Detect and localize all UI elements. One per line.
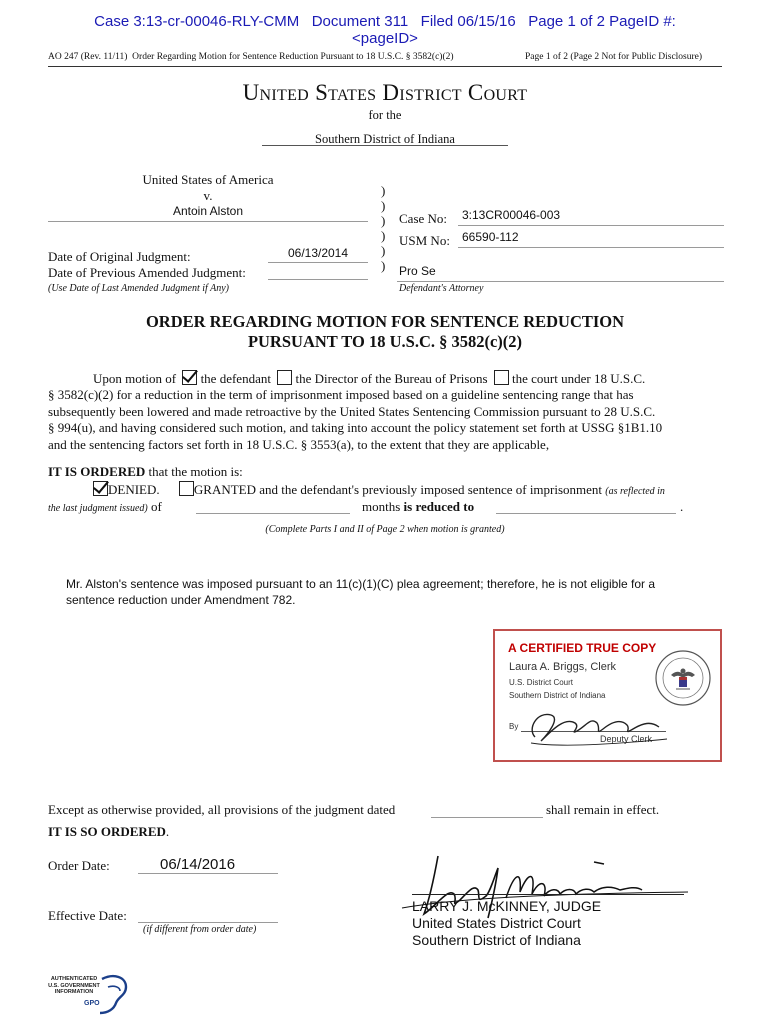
motion-body-line3: § 994(u), and having considered such motion, and taking into account the policy statement set forth at USSG §1B1.10: [48, 420, 663, 435]
eagle-icon: [96, 973, 130, 1015]
case-stamp: [0, 13, 770, 47]
statement-line2: sentence reduction under Amendment 782.: [66, 592, 296, 607]
case-no-value: 3:13CR00046-003: [462, 208, 561, 222]
defendant-line: [48, 221, 368, 222]
gpo-text: [44, 976, 104, 996]
of-word: of: [150, 499, 162, 514]
original-judgment-label: Date of Original Judgment:: [48, 249, 191, 264]
order-title-line1: ORDER REGARDING MOTION FOR SENTENCE REDUCTION: [145, 312, 625, 331]
granted-checkbox[interactable]: [179, 481, 194, 496]
usm-no-label: USM No:: [399, 233, 450, 248]
district-name: Southern District of Indiana: [315, 132, 455, 146]
granted-label: GRANTED and the defendant's previously imposed sentence of imprisonment: [193, 482, 603, 497]
case-stamp-line2: <pageID>: [352, 30, 418, 47]
court-name: United States District Court: [242, 80, 528, 105]
motion-body-line1: § 3582(c)(2) for a reduction in the term of imprisonment imposed based on a guideline sentencing range that has: [48, 387, 634, 402]
months-line: [196, 513, 350, 514]
months-text: [362, 499, 474, 515]
judge-signature-line: [412, 894, 684, 895]
order-date-line: [138, 873, 278, 874]
it-is-ordered: IT IS ORDERED: [48, 464, 146, 479]
denied-label: DENIED.: [108, 482, 160, 497]
gpo-line1: AUTHENTICATED: [50, 976, 98, 982]
deputy-signature-icon: [517, 699, 677, 749]
motion-body-line2: subsequently been lowered and made retroactive by the United States Sentencing Commission pursuant to 28 U.S.C.: [48, 403, 656, 419]
gpo-logo: [44, 973, 134, 1019]
order-date-value: 06/14/2016: [160, 856, 236, 873]
stamp-district: Southern District of Indiana: [509, 691, 606, 700]
usm-no-line: [458, 247, 724, 248]
judgment-dated-line: [431, 817, 543, 818]
motion-body-line4: and the sentencing factors set forth in 18 U.S.C. § 3553(a), to the extent that they are applicable,: [48, 436, 550, 452]
if-different-note: (if different from order date): [143, 924, 257, 935]
as-reflected-note: (as reflected in: [605, 486, 665, 497]
use-date-note: (Use Date of Last Amended Judgment if Any): [48, 283, 229, 294]
court-statement: [66, 577, 655, 608]
case-no-label: Case No:: [399, 211, 448, 226]
form-id: AO 247 (Rev. 11/11) Order Regarding Motion for Sentence Reduction Pursuant to 18 U.S.C. § 3582(c)(2): [48, 52, 454, 62]
stamp-by: By: [509, 722, 519, 731]
effective-date-label: Effective Date:: [48, 908, 127, 923]
it-is-so-ordered: IT IS SO ORDERED: [48, 824, 166, 839]
order-title-line2: PURSUANT TO 18 U.S.C. § 3582(c)(2): [247, 332, 523, 351]
reduction-line: [48, 499, 162, 515]
original-judgment-date: 06/13/2014: [287, 246, 349, 260]
reduced-to-line: [496, 513, 676, 514]
judge-court: United States District Court: [412, 915, 581, 931]
case-no-line: [458, 225, 724, 226]
defendant-name: Antoin Alston: [172, 204, 244, 218]
order-title: [0, 312, 770, 352]
judge-name: LARRY J. McKINNEY, JUDGE: [412, 898, 602, 914]
reduced-period: .: [680, 499, 684, 514]
gpo-line2: U.S. GOVERNMENT: [48, 982, 100, 989]
statement-line1: Mr. Alston's sentence was imposed pursuant to an 11(c)(1)(C) plea agreement; therefore, he is not eligible for a: [66, 577, 656, 591]
order-date-label: Order Date:: [48, 858, 110, 873]
is-reduced-to: is reduced to: [403, 499, 475, 514]
previous-amended-label: Date of Previous Amended Judgment:: [48, 265, 246, 280]
certified-copy-stamp: [493, 629, 722, 762]
motion-options-line: [93, 370, 645, 387]
attorney-label: Defendant's Attorney: [399, 283, 484, 294]
denied-checkbox[interactable]: [93, 481, 108, 496]
months-word: months: [362, 499, 401, 514]
complete-parts-note: (Complete Parts I and II of Page 2 when motion is granted): [265, 524, 505, 535]
for-the: for the: [368, 108, 402, 122]
bop-checkbox[interactable]: [277, 370, 292, 385]
versus: v.: [203, 188, 213, 203]
original-judgment-line: [268, 262, 368, 263]
judge-district: Southern District of Indiana: [412, 932, 581, 948]
plaintiff: United States of America: [142, 172, 274, 187]
disposition-line: [93, 481, 665, 498]
attorney-line: [397, 281, 724, 282]
that-the-motion-is: that the motion is:: [148, 464, 243, 479]
except-text: Except as otherwise provided, all provisions of the judgment dated: [48, 802, 396, 817]
defendant-checkbox[interactable]: [182, 370, 197, 385]
last-judgment-note: the last judgment issued): [48, 503, 148, 514]
page-note: Page 1 of 2 (Page 2 Not for Public Disclosure): [525, 52, 703, 62]
stamp-court: U.S. District Court: [509, 678, 574, 687]
judge-block: [412, 898, 601, 949]
stamp-title: A CERTIFIED TRUE COPY: [508, 641, 657, 655]
option-bop: the Director of the Bureau of Prisons: [295, 371, 488, 386]
court-checkbox[interactable]: [494, 370, 509, 385]
remain-text: shall remain in effect.: [546, 802, 660, 817]
so-ordered-line: [48, 824, 169, 840]
so-ordered-period: .: [165, 824, 170, 839]
option-court: the court under 18 U.S.C.: [512, 371, 646, 386]
usm-no-value: 66590-112: [462, 230, 519, 244]
gpo-mark: GPO: [84, 1000, 100, 1007]
case-stamp-line1: Case 3:13-cr-00046-RLY-CMM Document 311 Filed 06/15/16 Page 1 of 2 PageID #:: [94, 13, 676, 30]
caption-parens: ) ) ) ) ) ): [381, 183, 386, 273]
previous-amended-line: [268, 279, 368, 280]
attorney-value: Pro Se: [399, 264, 436, 278]
effective-date-line: [138, 922, 278, 923]
header-rule: [48, 66, 722, 67]
stamp-deputy: Deputy Clerk: [600, 734, 653, 744]
option-defendant: the defendant: [200, 371, 271, 386]
ordered-line: [48, 464, 243, 480]
stamp-clerk: Laura A. Briggs, Clerk: [509, 661, 616, 673]
motion-body: [48, 387, 728, 453]
upon-motion-of: Upon motion of: [93, 371, 177, 386]
gpo-line3: INFORMATION: [54, 989, 94, 995]
